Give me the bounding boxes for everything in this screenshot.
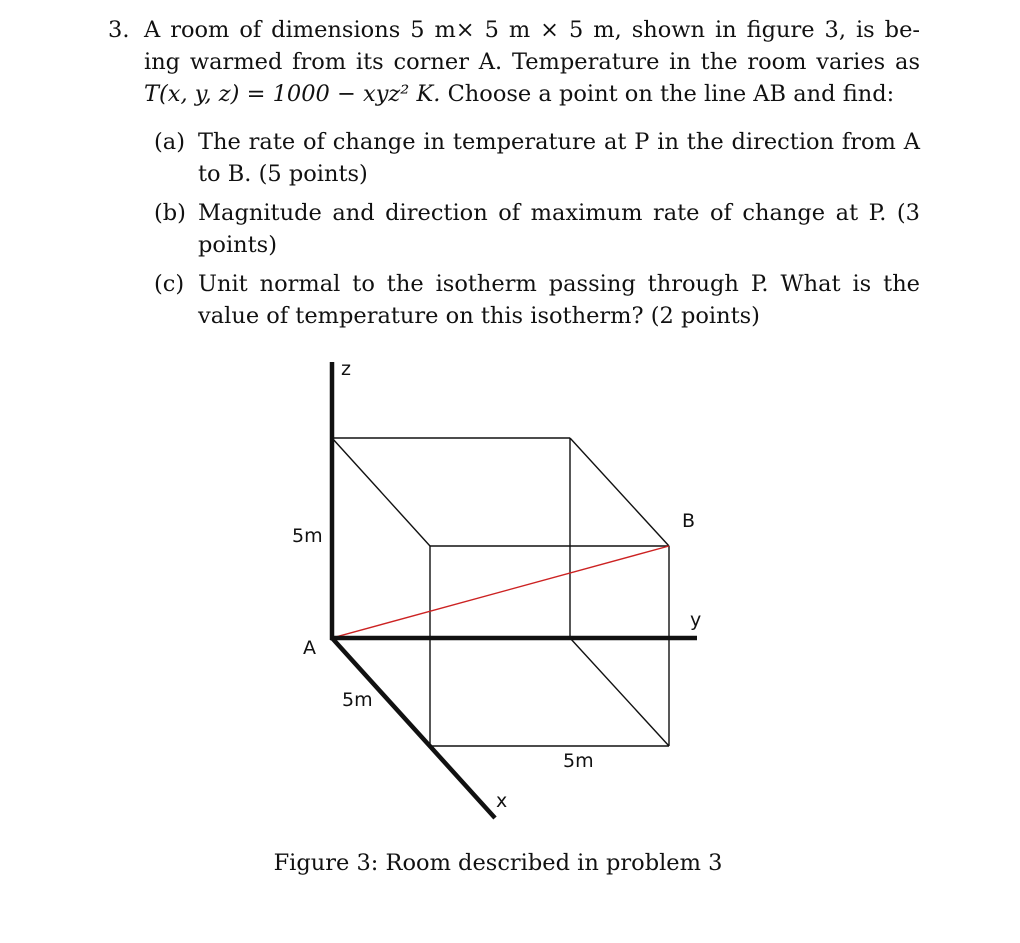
problem-number: 3.	[108, 17, 130, 43]
x-axis	[332, 638, 495, 818]
height-label: 5m	[292, 525, 323, 547]
x-axis-label: x	[496, 790, 508, 812]
intro-line-1: A room of dimensions 5 m× 5 m × 5 m, shown in figure 3, is be-	[144, 17, 920, 43]
point-a-label: A	[303, 637, 316, 659]
subitem-text: Magnitude and direction of maximum rate of change at P. (3 points)	[198, 200, 920, 258]
subitem-text: Unit normal to the isotherm passing through P. What is the value of temperature on this isotherm? (2 points)	[198, 271, 920, 329]
box-edge	[570, 438, 669, 546]
intro-line-2: ing warmed from its corner A. Temperature in the room varies as	[144, 49, 920, 75]
axes	[330, 362, 697, 818]
intro-line-3-rest: Choose a point on the line AB and find:	[447, 81, 895, 107]
depth-label: 5m	[342, 689, 373, 711]
width-label: 5m	[563, 750, 594, 772]
box-edge	[332, 438, 430, 546]
temperature-formula: T(x, y, z) = 1000 − xyz² K.	[144, 81, 441, 107]
y-axis-label: y	[690, 609, 702, 631]
figure-caption: Figure 3: Room described in problem 3	[273, 850, 723, 876]
diagonal-ab	[332, 546, 669, 638]
z-axis-label: z	[341, 358, 351, 380]
point-b-label: B	[682, 510, 696, 532]
box-edge	[570, 638, 669, 746]
subitem-label: (b)	[154, 200, 186, 226]
subitem-text: The rate of change in temperature at P in the direction from A to B. (5 points)	[198, 129, 920, 187]
subitem-label: (a)	[154, 129, 185, 155]
subitem-label: (c)	[154, 271, 185, 297]
